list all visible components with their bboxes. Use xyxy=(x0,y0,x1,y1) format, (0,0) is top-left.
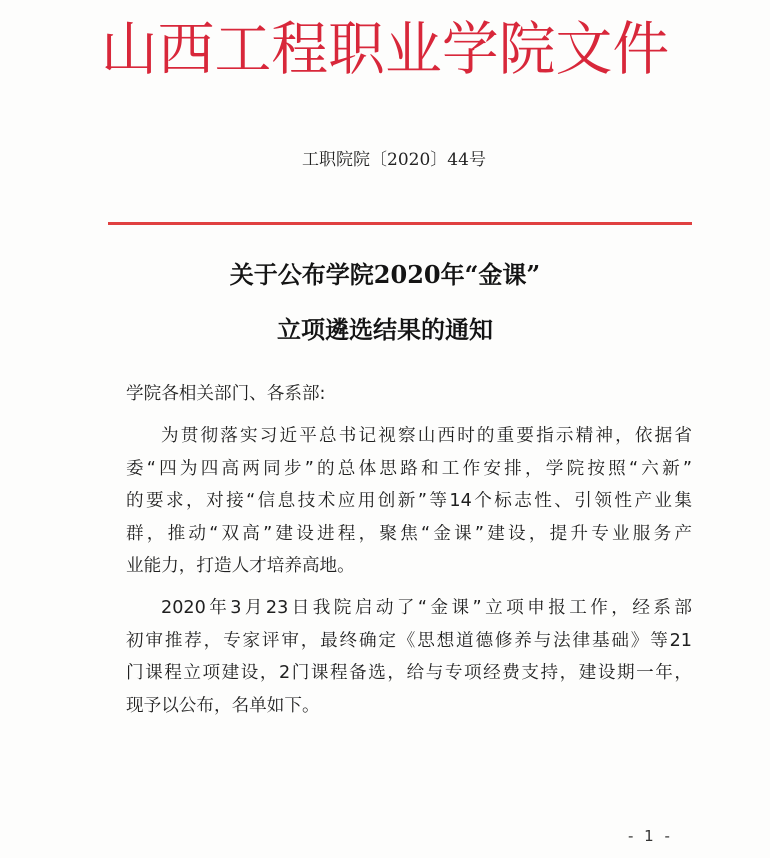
paragraph-1 xyxy=(126,420,692,583)
paragraph-line: 初审推荐，专家评审，最终确定《思想道德修养与法律基础》等21 xyxy=(126,630,692,651)
paragraph-line: 门课程立项建设，2门课程备选，给与专项经费支持，建设期一年， xyxy=(126,663,692,684)
red-divider-line xyxy=(108,222,692,225)
notice-title-line-1: 关于公布学院2020年“金课” xyxy=(229,260,541,289)
paragraph-2 xyxy=(126,592,692,722)
paragraph-line: 为贯彻落实习近平总书记视察山西时的重要指示精神，依据省 xyxy=(161,426,692,446)
notice-body xyxy=(126,378,692,731)
paragraph-line: 业能力，打造人才培养高地。 xyxy=(126,556,355,577)
paragraph-line: 群，推动“双高”建设进程，聚焦“金课”建设，提升专业服务产 xyxy=(126,523,692,544)
paragraph-line: 委“四为四高两同步”的总体思路和工作安排，学院按照“六新” xyxy=(126,458,692,479)
document-number: 工职院院〔2020〕44号 xyxy=(302,150,486,170)
notice-title-line-2: 立项遴选结果的通知 xyxy=(277,315,493,344)
issuer-header-title: 山西工程职业学院文件 xyxy=(100,15,670,83)
paragraph-line: 的要求，对接“信息技术应用创新”等14个标志性、引领性产业集 xyxy=(126,491,692,512)
page-number: - 1 - xyxy=(628,827,673,845)
salutation: 学院各相关部门、各系部: xyxy=(126,384,326,404)
paragraph-line: 2020年3月23日我院启动了“金课”立项申报工作，经系部 xyxy=(161,597,692,618)
paragraph-line: 现予以公布，名单如下。 xyxy=(126,695,320,716)
